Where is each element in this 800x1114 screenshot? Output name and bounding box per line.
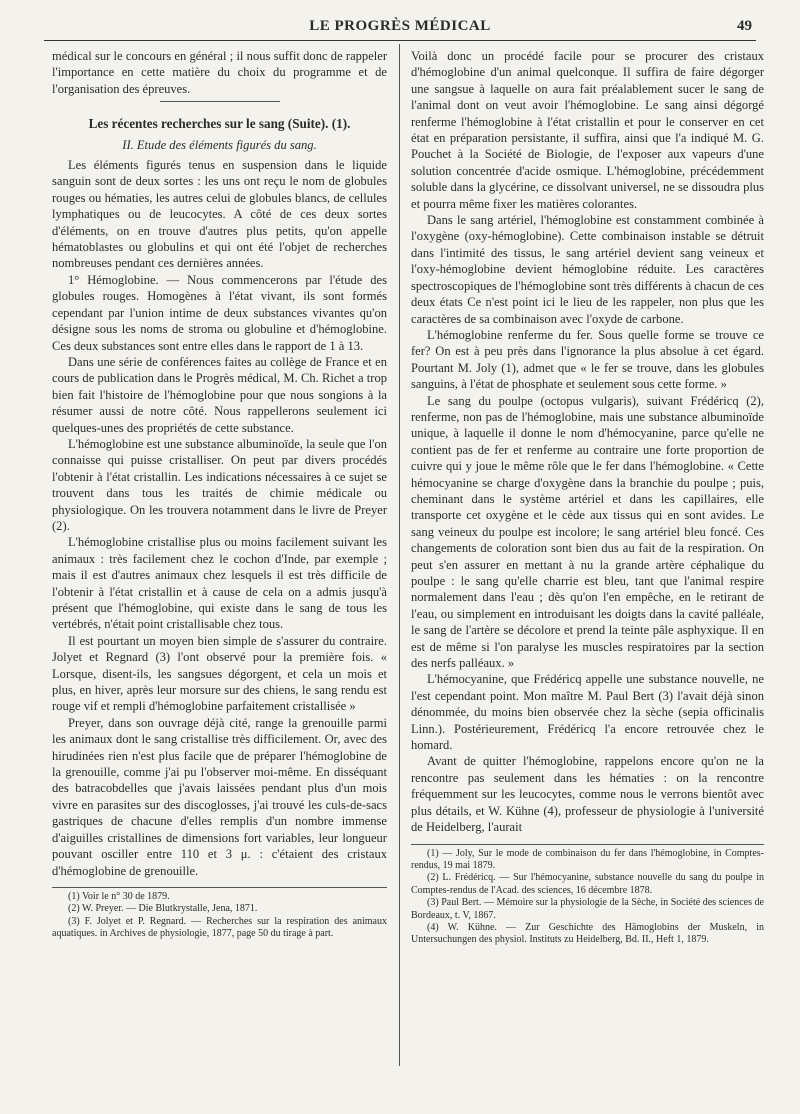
body-paragraph: Les éléments figurés tenus en suspension dans le liquide sanguin sont de deux sortes : les uns ont reçu le nom de globules rouges ou hématies, les autres celui de globules blancs, de cellules lymphatiques ou de leucocytes. A côté de ces deux sortes d'éléments, on en trouve d'autres plus petits, qu'on appelle hématoblastes ou globulins et qui ont été l'objet de recherches nombreuses pendant ces dernières années. [52, 158, 387, 271]
body-paragraph: L'hémoglobine renferme du fer. Sous quelle forme se trouve ce fer? On est à peu près dans l'ignorance la plus absolue à cet égard. Pourtant M. Joly (1), admet que « le fer se trouve, dans les globules sanguins, à l'état de phosphate et seulement sous cette forme. » [411, 327, 764, 392]
footnote: (1) — Joly, Sur le mode de combinaison du fer dans l'hémoglobine, in Comptes-rendus, 19 mai 1879. [411, 847, 764, 871]
footnote: (3) F. Jolyet et P. Regnard. — Recherches sur la respiration des animaux aquatiques. in Archives de physiologie, 1877, page 50 du tirage à part. [52, 915, 387, 940]
footnote: (3) Paul Bert. — Mémoire sur la physiologie de la Sèche, in Société des sciences de Bordeaux, t. V, 1867. [411, 897, 764, 921]
footnote: (2) W. Preyer. — Die Blutkrystalle, Jena, 1871. [68, 903, 258, 915]
body-paragraph: 1° Hémoglobine. — Nous commencerons par l'étude des globules rouges. Homogènes à l'état vivant, ils sont formés cependant par l'union intime de deux substances vivantes qu'on désigne sous les noms de stroma ou globuline et d'hémoglobine. Ces deux substances sont entre elles dans le rapport de 1 à 13. [52, 272, 387, 353]
intro-paragraph: médical sur le concours en général ; il nous suffit donc de rappeler l'importance en cette matière du choix du programme et de l'organisation des épreuves. [52, 49, 387, 96]
body-paragraph: Avant de quitter l'hémoglobine, rappelons encore qu'on ne la rencontre pas seulement dans les hématies : on la rencontre fréquemment sur les leucocytes, comme nous le verrons bientôt avec plus détails, et W. Kühne (4), professeur de physiologie à l'université de Heidelberg, l'aurait [411, 754, 764, 835]
footnote: (1) Voir le n° 30 de 1879. [68, 890, 170, 902]
page-number: 49 [737, 18, 752, 34]
body-paragraph: Voilà donc un procédé facile pour se procurer des cristaux d'hémoglobine d'un animal quelconque. Il suffira de faire dégorger une sangsue à laquelle on aura fait préalablement sucer le sang de l'animal dont on veut avoir l'hémoglobine. Le sang ainsi dégorgé renferme l'hémoglobine à l'état cristallin et pour le conserver en cet état en préparation persistante, il suffira, ainsi que l'a indiqué M. G. Pouchet à la Société de Biologie, de l'exposer aux vapeurs d'une solution concentrée d'acide osmique. L'hémoglobine, précédemment soluble dans la glycérine, ce dissolvant universel, ne se dissoudra plus et pourra même fixer les matières colorantes. [411, 49, 764, 211]
body-paragraph: L'hémoglobine cristallise plus ou moins facilement suivant les animaux : très facilement chez le cochon d'Inde, par exemple ; mais il est d'autres animaux chez lesquels il est très difficile de l'obtenir à l'état cristallin et à cause de cela on a admis jusqu'à présent que l'hémoglobine, qui existe dans le sang de tous les vertébrés, n'était point cristallisable chez tous. [52, 535, 387, 632]
left-column [52, 48, 387, 941]
body-paragraph: Dans une série de conférences faites au collège de France et en cours de publication dans le Progrès médical, M. Ch. Richet a trop bien fait l'histoire de l'hémoglobine pour que nous songions à la résumer aussi de notre côté. Nous rappellerons seulement ici quelques-unes des propriétés de cette substance. [52, 354, 387, 435]
footnote-rule [411, 844, 764, 845]
footnote: (4) W. Kühne. — Zur Geschichte des Hämoglobins der Muskeln, in Untersuchungen des physiol. Instituts zu Heidelberg, Bd. II., Heft 1, 1879. [411, 921, 764, 946]
section-divider [160, 101, 280, 102]
column-divider [399, 44, 400, 1066]
header-rule [44, 40, 756, 41]
body-paragraph: Preyer, dans son ouvrage déjà cité, range la grenouille parmi les animaux dont le sang cristallise très difficilement. Or, avec des hirudinées rien n'est plus facile que de préparer l'hémoglobine de la grenouille, comme j'ai pu l'observer moi-même. En disséquant des batracobdelles que j'avais laissées pendant plus d'un mois vivre en parasites sur des discoglosses, j'ai trouvé les culs-de-sacs gastriques de chacune d'elles remplis d'un nombre immense d'aiguilles cristallines de dimensions fort variables, leur longueur pouvant osciller entre 110 et 3 μ. : c'étaient des cristaux d'hémoglobine de grenouille. [52, 715, 387, 878]
right-column [411, 48, 764, 947]
journal-title: LE PROGRÈS MÉDICAL [309, 18, 491, 34]
footnote-rule [52, 887, 387, 888]
body-paragraph: L'hémocyanine, que Frédéricq appelle une substance nouvelle, ne l'est cependant point. Mon maître M. Paul Bert (3) l'avait déjà sinon dénommée, du moins bien observée chez la sèche (sepia officinalis Linn.). Postérieurement, Frédéricq l'a encore retrouvée chez le homard. [411, 672, 764, 753]
body-paragraph: Il est pourtant un moyen bien simple de s'assurer du contraire. Jolyet et Regnard (3) l'ont observé pour la première fois. « Lorsque, disent-ils, les sangsues dégorgent, et cela un mois et plus, en hiver, après leur morsure sur des chiens, le sang rendu est rouge vif et rempli d'hémoglobine parfaitement cristallisée » [52, 633, 387, 714]
page-header [44, 16, 756, 40]
body-paragraph: Le sang du poulpe (octopus vulgaris), suivant Frédéricq (2), renferme, non pas de l'hémoglobine, mais une substance albuminoïde unique, à laquelle il donne le nom d'hémocyanine, parce qu'elle ne contient pas de fer et renferme au contraire une forte proportion de cuivre qui y joue le même rôle que le fer dans l'hémoglobine. « Cette hémocyanine se charge d'oxygène dans la branchie du poulpe ; puis, cheminant dans le système artériel et dans les capillaires, elle transporte cet oxygène et le cède aux tissus qui en sont avides. Le sang veineux du poulpe est incolore; le sang artériel bleu foncé. Ces changements de coloration sont bien dus au fait de la respiration. On peut s'en assurer en mettant à nu la grande artère céphalique du poulpe : le sang qu'elle charrie est bleu, tant que l'animal respire normalement dans l'eau ; dès qu'on l'en empêche, en le retirant de l'eau, ou simplement en introduisant les doigts dans la cavité palléale, le sang de l'artère se décolore et prend la teinte pâle asphyxique. Il en est de même si l'on paralyse les muscles respiratoires par la section des nerfs palléaux. » [411, 393, 764, 671]
section-title: Les récentes recherches sur le sang (Suite). (1). [88, 116, 351, 132]
footnote: (2) L. Frédéricq. — Sur l'hémocyanine, substance nouvelle du sang du poulpe in Comptes-rendus de l'Acad. des sciences, 16 décembre 1878. [411, 872, 764, 896]
section-subtitle: II. Etude des éléments figurés du sang. [122, 137, 317, 152]
body-paragraph: Dans le sang artériel, l'hémoglobine est constamment combinée à l'oxygène (oxy-hémoglobine). Cette combinaison instable se détruit dans l'intimité des tissus, le sang artériel devient sang veineux et l'oxy-hémoglobine devient hémoglobine réduite. Les caractères spectroscopiques de l'hémoglobine sont très différents à chacun de ces deux états Ce n'est point ici le lieu de les rappeler, non plus que les caractères de sa combinaison avec l'oxyde de carbone. [411, 213, 764, 326]
body-paragraph: L'hémoglobine est une substance albuminoïde, la seule que l'on connaisse qui puisse cristalliser. On peut par divers procédés l'obtenir à l'état cristallin. Les indications nécessaires à ce sujet se trouvent dans tous les traités de chimie médicale ou physiologique. On les trouvera notamment dans le livre de Preyer (2). [52, 436, 387, 533]
